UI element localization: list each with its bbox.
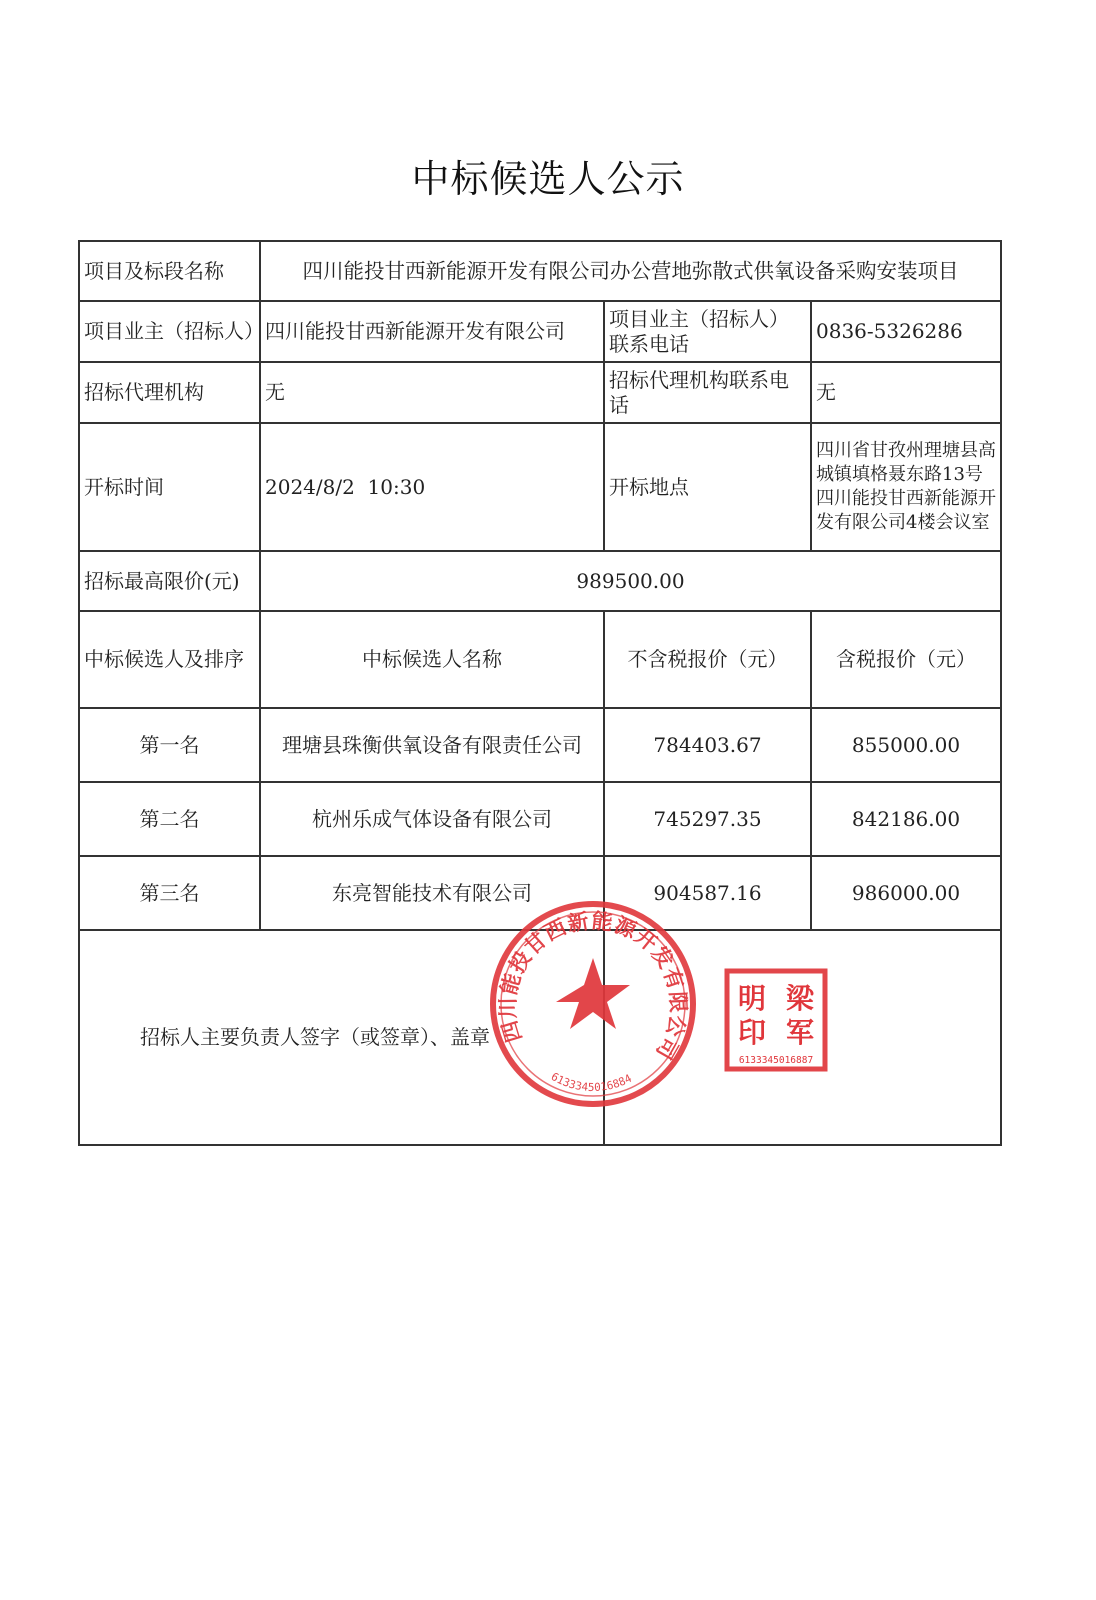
agency-row [79,362,1001,423]
agency-phone-label: 招标代理机构联系电话 [604,362,811,423]
opening-row [79,423,1001,551]
max-price-label: 招标最高限价(元) [79,551,260,611]
personal-seal [724,968,828,1072]
candidate-name: 理塘县珠衡供氧设备有限责任公司 [260,708,604,782]
candidate-price-ex-tax: 904587.16 [604,856,811,930]
candidate-name: 杭州乐成气体设备有限公司 [260,782,604,856]
project-name-label: 项目及标段名称 [79,241,260,301]
candidate-price-inc-tax: 855000.00 [811,708,1001,782]
signature-label: 招标人主要负责人签字（或签章）、盖章 [79,930,604,1145]
agency-value: 无 [260,362,604,423]
project-name-value: 四川能投甘西新能源开发有限公司办公营地弥散式供氧设备采购安装项目 [260,241,1001,301]
candidate-header-row [79,611,1001,708]
max-price-value: 989500.00 [260,551,1001,611]
candidate-price-inc-tax: 842186.00 [811,782,1001,856]
header-price-ex-tax: 不含税报价（元） [604,611,811,708]
owner-phone-value: 0836-5326286 [811,301,1001,362]
candidate-price-inc-tax: 986000.00 [811,856,1001,930]
header-rank: 中标候选人及排序 [79,611,260,708]
company-seal [487,898,699,1110]
header-candidate-name: 中标候选人名称 [260,611,604,708]
candidate-rank: 第三名 [79,856,260,930]
page-title: 中标候选人公示 [411,157,685,201]
candidate-rank: 第二名 [79,782,260,856]
owner-label: 项目业主（招标人） [79,301,260,362]
owner-row [79,301,1001,362]
open-time-value: 2024/8/2 10:30 [260,423,604,551]
svg-text:明: 明 [737,982,767,1015]
candidate-rank: 第一名 [79,708,260,782]
agency-phone-value: 无 [811,362,1001,423]
open-place-value: 四川省甘孜州理塘县高城镇填格聂东路13号四川能投甘西新能源开发有限公司4楼会议室 [811,423,1001,551]
candidate-price-ex-tax: 784403.67 [604,708,811,782]
svg-text:梁: 梁 [785,982,815,1015]
header-price-inc-tax: 含税报价（元） [811,611,1001,708]
candidate-row [79,708,1001,782]
candidate-row [79,782,1001,856]
project-name-row [79,241,1001,301]
personal-seal-number: 6133345016887 [738,1055,814,1066]
open-time-label: 开标时间 [79,423,260,551]
agency-label: 招标代理机构 [79,362,260,423]
svg-text:军: 军 [785,1016,815,1049]
owner-phone-label: 项目业主（招标人）联系电话 [604,301,811,362]
seal-company-number: 6133345016884 [548,1069,634,1095]
open-place-label: 开标地点 [604,423,811,551]
max-price-row [79,551,1001,611]
candidate-name: 东亮智能技术有限公司 [260,856,604,930]
svg-text:印: 印 [737,1016,767,1049]
star-icon [556,958,630,1029]
seal-company-name: 四川能投甘西新能源开发有限公司 [495,908,691,1065]
owner-value: 四川能投甘西新能源开发有限公司 [260,301,604,362]
candidate-price-ex-tax: 745297.35 [604,782,811,856]
